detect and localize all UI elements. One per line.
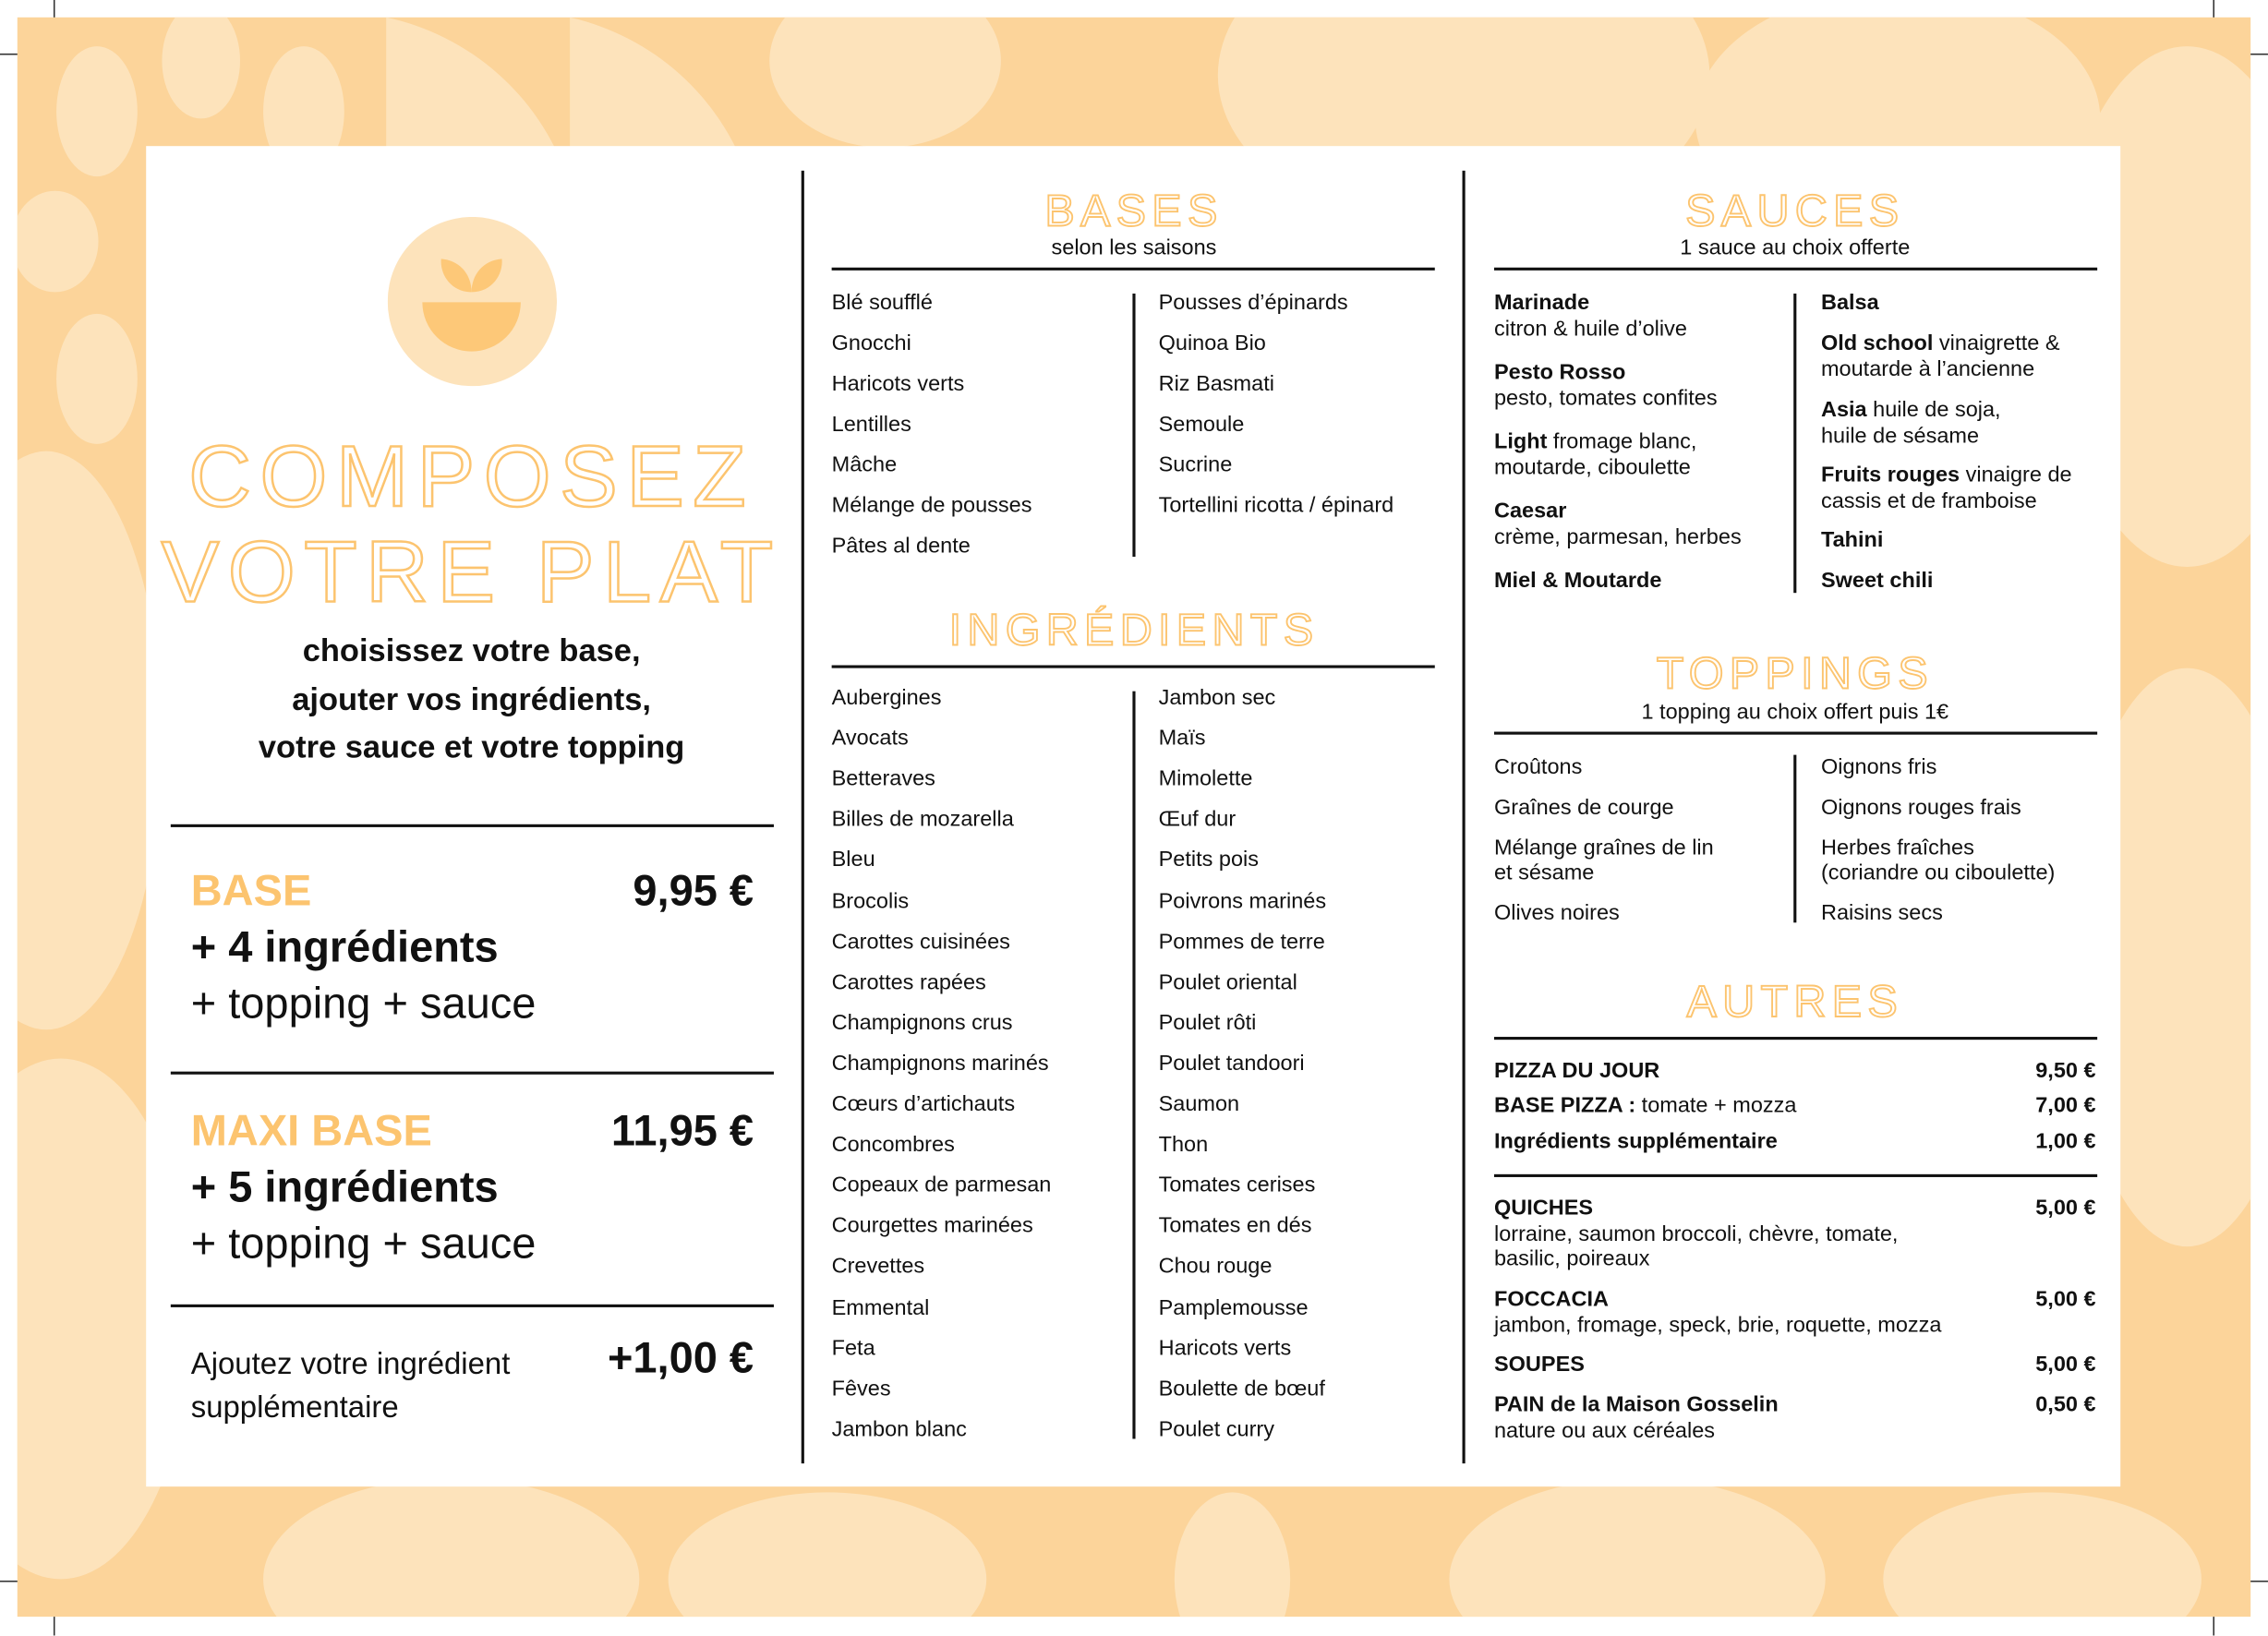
other-item-price: 0,50 € [2035, 1392, 2096, 1417]
sauce-item [1494, 429, 1696, 455]
item-name: BASE PIZZA : [1493, 1093, 1636, 1118]
ingredient-item: Pamplemousse [1158, 1294, 1309, 1320]
base-item: Haricots verts [831, 371, 965, 397]
sauce-item [1821, 569, 1933, 595]
sauce-item [1821, 331, 2060, 357]
item-name: Old school [1820, 331, 1934, 356]
bowl-with-sprout-icon [388, 217, 557, 386]
ingredient-item: Carottes rapées [831, 969, 986, 995]
base-item: Lentilles [831, 412, 911, 438]
other-item-price: 5,00 € [2035, 1196, 2096, 1221]
ingredient-item: Petits pois [1158, 848, 1259, 873]
topping-item: et sésame [1493, 860, 1595, 885]
formula-price: 11,95 € [610, 1107, 754, 1156]
sauce-desc: cassis et de framboise [1820, 488, 2037, 514]
other-item-name: FOCCACIA [1493, 1287, 1609, 1312]
other-item-price: 1,00 € [2035, 1129, 2096, 1154]
divider [171, 824, 774, 827]
formula-label: MAXI BASE [190, 1107, 432, 1156]
item-name: Tahini [1820, 527, 1884, 553]
topping-item: Graînes de courge [1493, 795, 1674, 821]
base-item: Sucrine [1158, 452, 1233, 477]
sauces-heading: SAUCES [1685, 185, 1905, 236]
sauce-item [1821, 463, 2072, 488]
other-item-price: 9,50 € [2035, 1058, 2096, 1084]
divider [1494, 1037, 2097, 1040]
sauce-desc: citron & huile d’olive [1493, 317, 1687, 342]
sauce-desc: pesto, tomates confites [1493, 386, 1718, 411]
item-inline-desc: tomate + mozza [1635, 1093, 1797, 1118]
divider [832, 268, 1435, 271]
sauce-item [1494, 569, 1661, 595]
ingredient-item: Feta [831, 1335, 875, 1361]
item-name: Marinade [1493, 290, 1590, 316]
ingredient-item: Chou rouge [1158, 1254, 1273, 1280]
sauce-item [1494, 291, 1589, 317]
ingredient-item: Avocats [831, 726, 909, 752]
item-name: Pesto Rosso [1493, 360, 1626, 385]
topping-item: Oignons rouges frais [1820, 795, 2021, 821]
ingredient-item: Jambon sec [1158, 685, 1276, 711]
ingredient-item: Copeaux de parmesan [831, 1173, 1052, 1198]
formula-extras: + topping + sauce [190, 980, 537, 1029]
formula-ingredients: + 5 ingrédients [190, 1163, 499, 1212]
column-divider [802, 171, 804, 1463]
sauce-desc: crème, parmesan, herbes [1493, 524, 1742, 550]
ingredient-item: Œuf dur [1158, 807, 1237, 833]
formula-ingredients: + 4 ingrédients [190, 923, 499, 972]
other-item-name: SOUPES [1493, 1352, 1585, 1377]
ingredient-item: Boulette de bœuf [1158, 1376, 1325, 1401]
sauce-item [1821, 528, 1883, 554]
other-item-price: 5,00 € [2035, 1352, 2096, 1377]
sauces-subtitle: 1 sauce au choix offerte [1680, 235, 1911, 260]
title-line-2: VOTRE PLAT [161, 523, 782, 620]
item-inline-desc: huile de soja, [1866, 397, 2001, 423]
other-item [1494, 1129, 1778, 1155]
list-divider [1132, 294, 1134, 557]
toppings-subtitle: 1 topping au choix offert puis 1€ [1641, 700, 1949, 725]
ingredient-item: Thon [1158, 1132, 1209, 1158]
ingredient-item: Haricots verts [1158, 1335, 1292, 1361]
bases-subtitle: selon les saisons [1051, 235, 1217, 260]
ingredient-item: Poulet curry [1158, 1416, 1274, 1442]
title-line-1: COMPOSEZ [188, 427, 755, 525]
ingredient-item: Champignons crus [831, 1010, 1013, 1036]
topping-item: Mélange graînes de lin [1493, 836, 1714, 860]
formula-label: BASE [190, 867, 312, 916]
item-inline-desc: fromage blanc, [1547, 429, 1697, 454]
sauce-item [1494, 499, 1566, 524]
ingredient-item: Saumon [1158, 1091, 1240, 1117]
list-divider [1793, 294, 1795, 593]
ingredient-item: Poivrons marinés [1158, 888, 1327, 914]
ingredient-item: Poulet tandoori [1158, 1051, 1305, 1077]
list-divider [1132, 692, 1134, 1439]
extra-ingredient-label: supplémentaire [190, 1390, 399, 1425]
formula-extras: + topping + sauce [190, 1220, 537, 1269]
item-inline-desc: vinaigre de [1960, 463, 2072, 487]
sauce-desc: moutarde à l’ancienne [1820, 356, 2035, 382]
ingredient-item: Crevettes [831, 1254, 925, 1280]
sauce-desc: huile de sésame [1820, 423, 1980, 449]
base-item: Mélange de pousses [831, 493, 1032, 518]
item-inline-desc: vinaigrette & [1933, 331, 2060, 356]
ingredient-item: Concombres [831, 1132, 955, 1158]
ingredient-item: Billes de mozarella [831, 807, 1014, 833]
autres-heading: AUTRES [1686, 976, 1904, 1028]
other-item-desc: basilic, poireaux [1493, 1246, 1650, 1271]
extra-ingredient-price: +1,00 € [607, 1334, 754, 1383]
other-item [1494, 1093, 1797, 1119]
topping-item: Olives noires [1493, 900, 1620, 926]
topping-item: Oignons fris [1820, 754, 1937, 780]
tagline-line: votre sauce et votre topping [258, 728, 685, 765]
bases-heading: BASES [1044, 185, 1224, 236]
ingredient-item: Emmental [831, 1294, 930, 1320]
other-item [1494, 1059, 1659, 1085]
base-item: Riz Basmati [1158, 371, 1274, 397]
tagline-line: ajouter vos ingrédients, [292, 680, 651, 717]
base-item: Pousses d’épinards [1158, 290, 1348, 316]
extra-ingredient-label: Ajoutez votre ingrédient [190, 1347, 511, 1381]
formula-price: 9,95 € [633, 867, 754, 916]
item-name: Fruits rouges [1820, 463, 1960, 487]
list-divider [1793, 755, 1795, 923]
base-item: Gnocchi [831, 331, 911, 356]
base-item: Semoule [1158, 412, 1245, 438]
ingredient-item: Maïs [1158, 726, 1206, 752]
topping-item: Raisins secs [1820, 900, 1943, 926]
divider [832, 665, 1435, 668]
other-item-desc: nature ou aux céréales [1493, 1418, 1716, 1444]
item-name: Balsa [1820, 290, 1879, 316]
ingredient-item: Betteraves [831, 766, 935, 792]
topping-item: Herbes fraîches [1820, 836, 1974, 860]
item-name: Light [1493, 429, 1548, 454]
ingredient-item: Poulet oriental [1158, 969, 1297, 995]
base-item: Quinoa Bio [1158, 331, 1266, 356]
other-item-desc: lorraine, saumon broccoli, chèvre, tomate, [1493, 1221, 1899, 1247]
divider [171, 1072, 774, 1075]
item-name: Miel & Moutarde [1493, 568, 1662, 594]
base-item: Tortellini ricotta / épinard [1158, 493, 1394, 518]
ingredient-item: Fêves [831, 1376, 891, 1401]
topping-item: Croûtons [1493, 754, 1583, 780]
item-name: Caesar [1493, 499, 1567, 524]
sauce-item [1494, 360, 1625, 386]
sauce-desc: moutarde, ciboulette [1493, 455, 1691, 481]
topping-item: (coriandre ou ciboulette) [1820, 860, 2056, 885]
ingredient-item: Bleu [831, 848, 875, 873]
divider [171, 1305, 774, 1307]
base-item: Mâche [831, 452, 898, 477]
column-divider [1463, 171, 1466, 1463]
divider [1494, 732, 2097, 735]
sauce-item [1821, 291, 1879, 317]
other-item-name: QUICHES [1493, 1196, 1594, 1221]
other-item-price: 5,00 € [2035, 1287, 2096, 1312]
ingredient-item: Jambon blanc [831, 1416, 967, 1442]
ingredient-item: Pommes de terre [1158, 929, 1325, 955]
ingredients-heading: INGRÉDIENTS [948, 604, 1320, 656]
base-item: Pâtes al dente [831, 533, 971, 559]
item-name: Asia [1820, 397, 1867, 423]
other-item-desc: jambon, fromage, speck, brie, roquette, mozza [1493, 1313, 1942, 1338]
item-name: Sweet chili [1820, 568, 1934, 594]
tagline-line: choisissez votre base, [302, 632, 641, 668]
ingredient-item: Tomates cerises [1158, 1173, 1316, 1198]
other-item-price: 7,00 € [2035, 1093, 2096, 1118]
sauce-item [1821, 398, 2001, 424]
ingredient-item: Brocolis [831, 888, 910, 914]
ingredient-item: Carottes cuisinées [831, 929, 1010, 955]
ingredient-item: Cœurs d’artichauts [831, 1091, 1016, 1117]
ingredient-item: Mimolette [1158, 766, 1253, 792]
base-item: Blé soufflé [831, 290, 933, 316]
divider [1494, 268, 2097, 271]
ingredient-item: Aubergines [831, 685, 942, 711]
ingredient-item: Poulet rôti [1158, 1010, 1257, 1036]
item-name: PIZZA DU JOUR [1493, 1058, 1660, 1084]
ingredient-item: Courgettes marinées [831, 1213, 1033, 1239]
divider [1494, 1174, 2097, 1177]
toppings-heading: TOPPINGS [1656, 647, 1934, 699]
ingredient-item: Tomates en dés [1158, 1213, 1312, 1239]
other-item-name: PAIN de la Maison Gosselin [1493, 1392, 1779, 1417]
ingredient-item: Champignons marinés [831, 1051, 1049, 1077]
item-name: Ingrédients supplémentaire [1493, 1129, 1778, 1154]
